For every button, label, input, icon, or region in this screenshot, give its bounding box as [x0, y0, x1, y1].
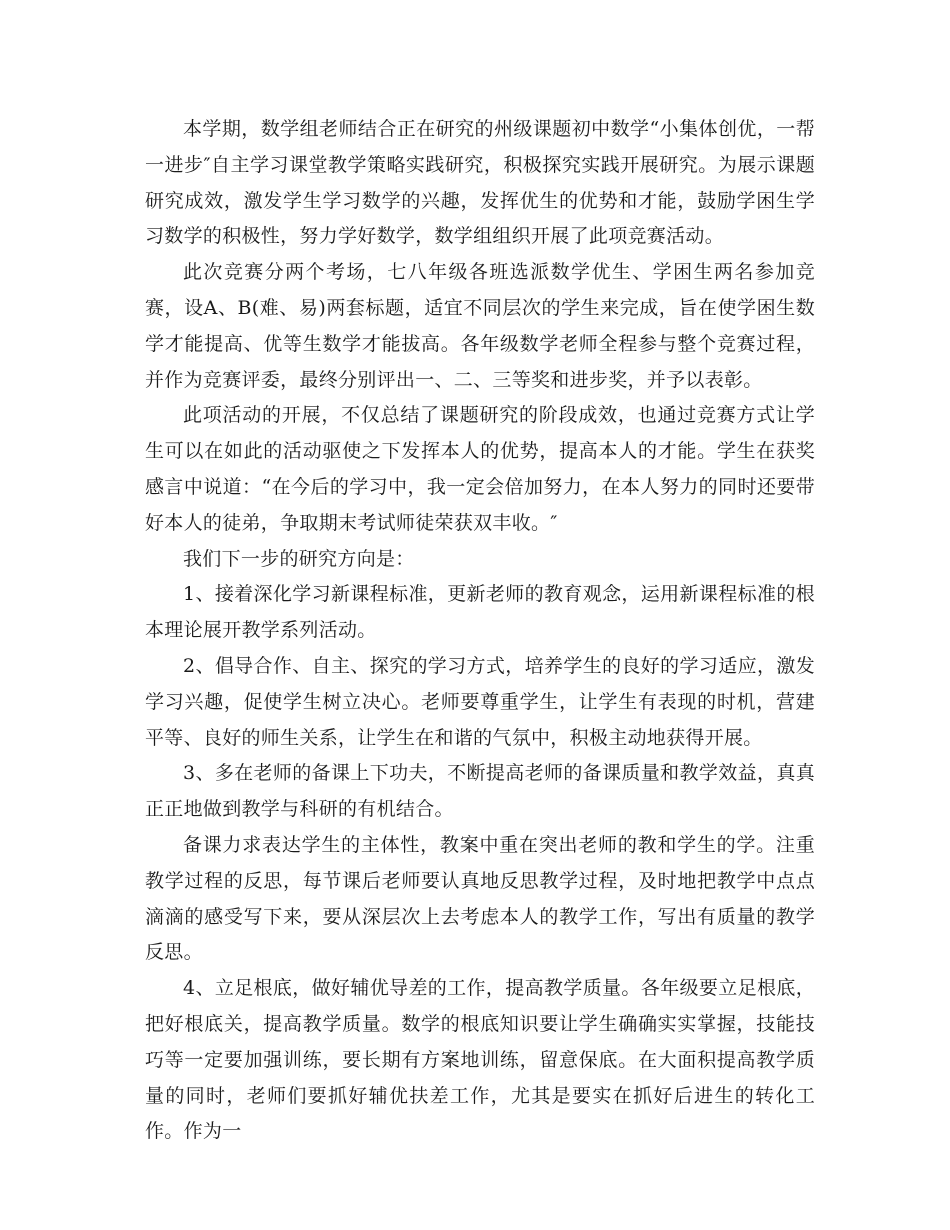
paragraph-activity-results: 此项活动的开展，不仅总结了课题研究的阶段成效，也通过竞赛方式让学生可以在如此的活动驱使之下发挥本人的优势，提高本人的才能。学生在获奖感言中说道：“在今后的学习中，我一定会倍加努力，在本人努力的同时还要带好本人的徒弟，争取期末考试师徒荣获双丰收。″	[145, 404, 815, 534]
paragraph-step-4: 4、立足根底，做好辅优导差的工作，提高教学质量。各年级要立足根底，把好根底关，提高教学质量。数学的根底知识要让学生确确实实掌握，技能技巧等一定要加强训练，要长期有方案地训练，留意保底。在大面积提高教学质量的同时，老师们要抓好辅优扶差工作，尤其是要实在抓好后进生的转化工作。作为一	[145, 977, 815, 1143]
paragraph-next-steps-heading: 我们下一步的研究方向是：	[183, 547, 415, 570]
paragraph-lesson-prep: 备课力求表达学生的主体性，教案中重在突出老师的教和学生的学。注重教学过程的反思，每节课后老师要认真地反思教学过程，及时地把教学中点点滴滴的感受写下来，要从深层次上去考虑本人的教学工作，写出有质量的教学反思。	[145, 833, 815, 964]
paragraph-competition-setup: 此次竞赛分两个考场，七八年级各班选派数学优生、学困生两名参加竞赛，设A、B(难、易)两套标题，适宜不同层次的学生来完成，旨在使学困生数学才能提高、优等生数学才能拔高。各年级数学老师全程参与整个竞赛过程，并作为竞赛评委，最终分别评出一、二、三等奖和进步奖，并予以表彰。	[145, 261, 815, 391]
paragraph-step-1: 1、接着深化学习新课程标准，更新老师的教育观念，运用新课程标准的根本理论展开教学系列活动。	[145, 583, 815, 642]
paragraph-step-3: 3、多在老师的备课上下功夫，不断提高老师的备课质量和教学效益，真真正正地做到教学与科研的有机结合。	[145, 762, 815, 821]
paragraph-step-2: 2、倡导合作、自主、探究的学习方式，培养学生的良好的学习适应，激发学习兴趣，促使学生树立决心。老师要尊重学生，让学生有表现的时机，营建平等、良好的师生关系，让学生在和谐的气氛中，积极主动地获得开展。	[145, 654, 815, 749]
paragraph-research-intro: 本学期，数学组老师结合正在研究的州级课题初中数学“小集体创优，一帮一进步″自主学习课堂教学策略实践研究，积极探究实践开展研究。为展示课题研究成效，激发学生学习数学的兴趣，发挥优生的优势和才能，鼓励学困生学习数学的积极性，努力学好数学，数学组组织开展了此项竞赛活动。	[145, 118, 815, 248]
document-body	[145, 112, 815, 1150]
